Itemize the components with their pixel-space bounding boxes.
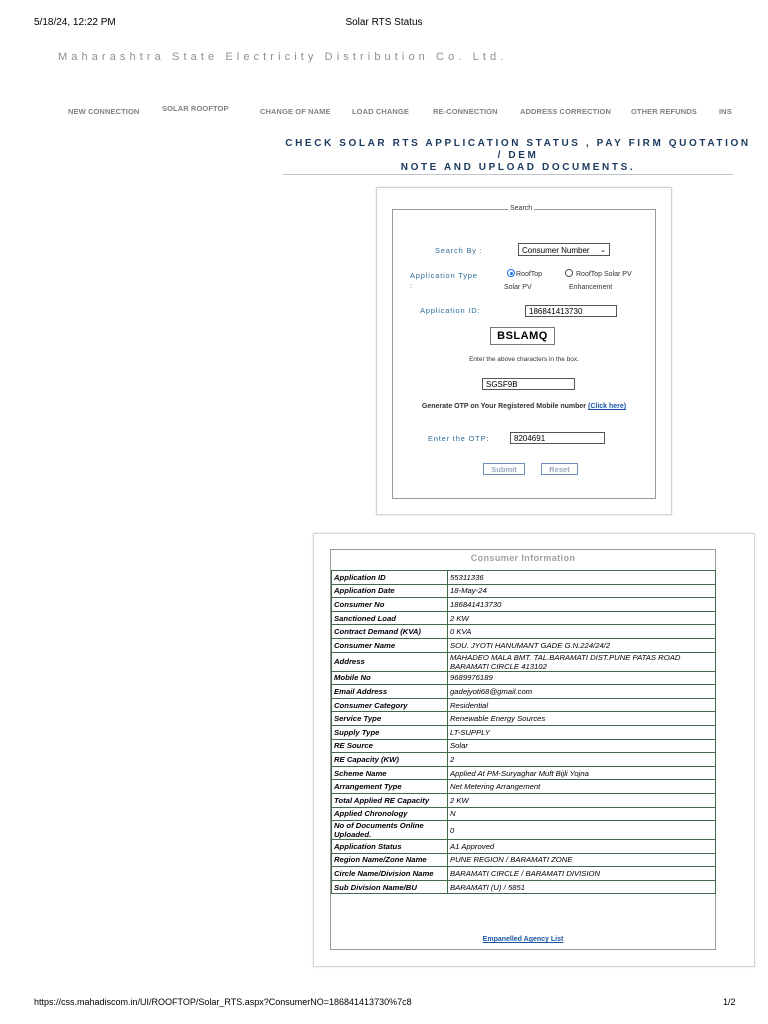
print-footer-page: 1/2 xyxy=(723,997,736,1007)
heading-divider xyxy=(283,174,733,175)
info-field-label: No of Documents Online Uploaded. xyxy=(332,821,448,840)
info-field-label: Supply Type xyxy=(332,725,448,739)
table-row xyxy=(332,584,716,598)
reset-button[interactable]: Reset xyxy=(541,463,578,475)
table-row xyxy=(332,638,716,652)
info-field-label: Application Status xyxy=(332,840,448,854)
table-row xyxy=(332,766,716,780)
info-field-value: Residential xyxy=(448,698,716,712)
info-field-label: Applied Chronology xyxy=(332,807,448,821)
radio-rooftop-solar-pv-label: RoofTop Solar PV xyxy=(504,271,543,291)
info-field-value: BARAMATI (U) / 5851 xyxy=(448,880,716,894)
table-row xyxy=(332,880,716,894)
empanelled-agency-link[interactable]: Empanelled Agency List xyxy=(482,936,564,943)
info-field-value: 2 KW xyxy=(448,793,716,807)
info-field-label: Total Applied RE Capacity xyxy=(332,793,448,807)
info-field-value: A1 Approved xyxy=(448,840,716,854)
info-field-value: 2 xyxy=(448,753,716,767)
table-row xyxy=(332,598,716,612)
info-field-label: Address xyxy=(332,652,448,671)
table-row xyxy=(332,571,716,585)
info-field-label: Region Name/Zone Name xyxy=(332,853,448,867)
table-row xyxy=(332,625,716,639)
consumer-info-table xyxy=(331,570,716,894)
info-field-value: 186841413730 xyxy=(448,598,716,612)
info-field-value: 0 KVA xyxy=(448,625,716,639)
chevron-down-icon: ⌄ xyxy=(600,247,606,254)
generate-otp-link[interactable]: (Click here) xyxy=(587,403,627,410)
captcha-input[interactable]: SGSF9B xyxy=(482,378,575,390)
info-field-value: gadejyoti68@gmail.com xyxy=(448,685,716,699)
info-field-value: Renewable Energy Sources xyxy=(448,712,716,726)
info-field-label: Application ID xyxy=(332,571,448,585)
table-row xyxy=(332,793,716,807)
table-row xyxy=(332,739,716,753)
table-row xyxy=(332,712,716,726)
nav-address-correction[interactable]: ADDRESS CORRECTION xyxy=(520,107,611,116)
captcha-hint: Enter the above characters in the box. xyxy=(469,356,579,363)
info-field-label: Service Type xyxy=(332,712,448,726)
table-row xyxy=(332,725,716,739)
info-field-value: Net Metering Arrangement xyxy=(448,780,716,794)
consumer-info-title: Consumer Information xyxy=(470,553,576,563)
application-type-label: Application Type : xyxy=(410,271,478,290)
radio-rooftop-enhancement-label: RoofTop Solar PV Enhancement xyxy=(569,271,632,291)
table-row xyxy=(332,652,716,671)
info-field-value: 2 KW xyxy=(448,611,716,625)
info-field-label: RE Capacity (KW) xyxy=(332,753,448,767)
search-by-label: Search By : xyxy=(435,246,483,255)
info-field-value: 55311336 xyxy=(448,571,716,585)
print-footer-url: https://css.mahadiscom.in/UI/ROOFTOP/Solar_RTS.aspx?ConsumerNO=186841413730%7c8 xyxy=(34,997,412,1007)
nav-change-of-name[interactable]: CHANGE OF NAME xyxy=(260,107,331,116)
table-row xyxy=(332,671,716,685)
info-field-value: 0 xyxy=(448,821,716,840)
otp-input[interactable]: 8204691 xyxy=(510,432,605,444)
application-id-label: Application ID: xyxy=(420,306,481,315)
info-field-label: RE Source xyxy=(332,739,448,753)
table-row xyxy=(332,685,716,699)
info-field-value: 9689976189 xyxy=(448,671,716,685)
info-field-label: Circle Name/Division Name xyxy=(332,867,448,881)
nav-ins[interactable]: INS xyxy=(719,107,732,116)
search-by-select[interactable] xyxy=(518,243,610,256)
submit-button[interactable]: Submit xyxy=(483,463,525,475)
info-field-label: Sub Division Name/BU xyxy=(332,880,448,894)
table-row xyxy=(332,853,716,867)
info-field-value: N xyxy=(448,807,716,821)
info-field-value: SOU. JYOTI HANUMANT GADE G.N.224/24/2 xyxy=(448,638,716,652)
info-field-label: Consumer Name xyxy=(332,638,448,652)
page-heading-line1: CHECK SOLAR RTS APPLICATION STATUS , PAY FIRM QUOTATION / DEM xyxy=(285,138,751,161)
page-heading xyxy=(283,138,753,174)
page-heading-line2: NOTE AND UPLOAD DOCUMENTS. xyxy=(400,162,636,173)
info-field-label: Email Address xyxy=(332,685,448,699)
info-field-value: Applied At PM-Suryaghar Muft Bijli Yojna xyxy=(448,766,716,780)
info-field-value: PUNE REGION / BARAMATI ZONE xyxy=(448,853,716,867)
info-field-label: Application Date xyxy=(332,584,448,598)
info-field-value: LT-SUPPLY xyxy=(448,725,716,739)
info-field-label: Sanctioned Load xyxy=(332,611,448,625)
nav-new-connection[interactable]: NEW CONNECTION xyxy=(68,107,140,116)
table-row xyxy=(332,821,716,840)
table-row xyxy=(332,698,716,712)
info-field-value: Solar xyxy=(448,739,716,753)
nav-re-connection[interactable]: RE-CONNECTION xyxy=(433,107,498,116)
info-field-label: Scheme Name xyxy=(332,766,448,780)
captcha-image: BSLAMQ xyxy=(490,327,555,345)
org-name: Maharashtra State Electricity Distribution Co. Ltd. xyxy=(58,51,508,63)
table-row xyxy=(332,753,716,767)
table-row xyxy=(332,867,716,881)
search-legend: Search xyxy=(510,205,533,212)
table-row xyxy=(332,840,716,854)
application-id-input[interactable]: 186841413730 xyxy=(525,305,617,317)
otp-instructions xyxy=(392,403,656,410)
print-date: 5/18/24, 12:22 PM xyxy=(34,17,116,28)
nav-solar-rooftop[interactable]: SOLAR ROOFTOP xyxy=(162,104,229,113)
info-field-value: 18-May-24 xyxy=(448,584,716,598)
table-row xyxy=(332,807,716,821)
nav-other-refunds[interactable]: OTHER REFUNDS xyxy=(631,107,697,116)
print-title: Solar RTS Status xyxy=(345,17,423,28)
info-field-label: Contract Demand (KVA) xyxy=(332,625,448,639)
otp-label: Enter the OTP: xyxy=(428,434,490,443)
table-row xyxy=(332,611,716,625)
search-by-value: Consumer Number xyxy=(522,246,590,255)
otp-instructions-text: Generate OTP on Your Registered Mobile number xyxy=(421,403,587,410)
info-field-value: MAHADEO MALA BMT. TAL.BARAMATI DIST.PUNE PATAS ROAD BARAMATI CIRCLE 413102 xyxy=(448,652,716,671)
info-field-label: Arrangement Type xyxy=(332,780,448,794)
info-field-value: BARAMATI CIRCLE / BARAMATI DIVISION xyxy=(448,867,716,881)
info-field-label: Consumer No xyxy=(332,598,448,612)
table-row xyxy=(332,780,716,794)
top-nav xyxy=(0,104,768,120)
info-field-label: Mobile No xyxy=(332,671,448,685)
nav-load-change[interactable]: LOAD CHANGE xyxy=(352,107,409,116)
info-field-label: Consumer Category xyxy=(332,698,448,712)
